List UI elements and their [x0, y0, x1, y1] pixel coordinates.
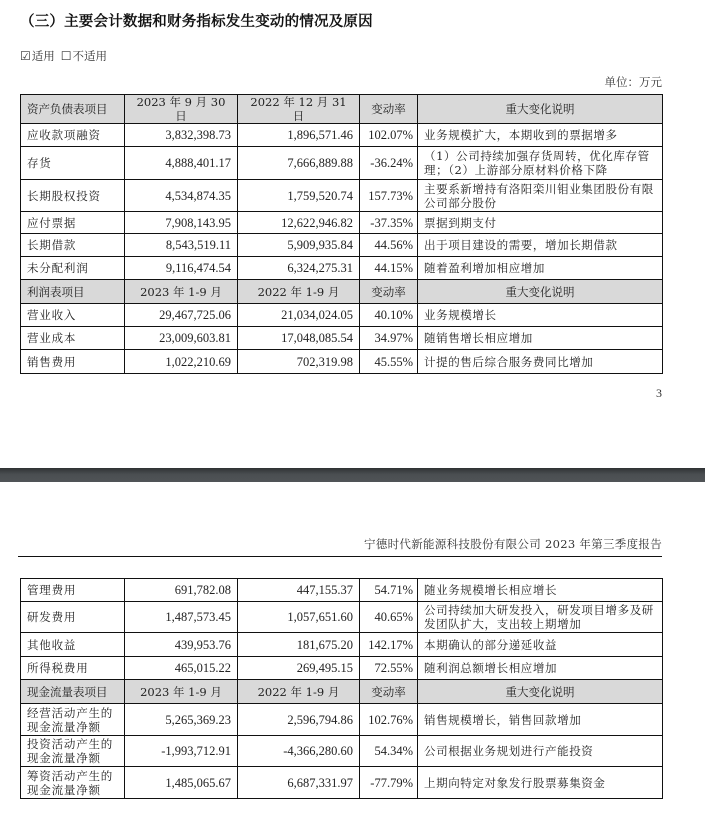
row-current: -1,993,712.91	[125, 736, 238, 767]
page-number: 3	[656, 386, 662, 400]
row-prior: 2,596,794.86	[238, 704, 360, 736]
row-prior: 7,666,889.88	[238, 147, 360, 180]
row-rate: 45.55%	[360, 350, 418, 374]
row-item: 研发费用	[21, 602, 125, 633]
row-item: 营业收入	[21, 304, 125, 327]
checked-box-icon[interactable]: ☑	[20, 49, 31, 63]
row-current: 9,116,474.54	[125, 257, 238, 280]
table-row	[21, 180, 663, 212]
row-prior: 6,324,275.31	[238, 257, 360, 280]
row-rate: -37.35%	[360, 212, 418, 234]
table-row	[21, 602, 663, 633]
row-item: 投资活动产生的现金流量净额	[21, 736, 125, 767]
row-prior: 269,495.15	[238, 657, 360, 680]
row-rate: 72.55%	[360, 657, 418, 680]
row-item: 管理费用	[21, 579, 125, 602]
row-item: 销售费用	[21, 350, 125, 374]
row-prior: 1,896,571.46	[238, 124, 360, 147]
row-current: 29,467,725.06	[125, 304, 238, 327]
row-item: 存货	[21, 147, 125, 180]
unchecked-box-icon[interactable]: ☐	[60, 49, 72, 63]
header-reason: 重大变化说明	[418, 95, 663, 124]
row-current: 7,908,143.95	[125, 212, 238, 234]
row-prior: 1,759,520.74	[238, 180, 360, 212]
header-prior: 2022 年 1-9 月	[238, 280, 360, 304]
table-row	[21, 579, 663, 602]
row-item: 其他收益	[21, 633, 125, 657]
row-item: 应付票据	[21, 212, 125, 234]
header-prior: 2022 年 1-9 月	[238, 680, 360, 704]
header-item: 利润表项目	[21, 280, 125, 304]
row-current: 23,009,603.81	[125, 327, 238, 350]
row-current: 1,487,573.45	[125, 602, 238, 633]
row-rate: 54.34%	[360, 736, 418, 767]
header-rate: 变动率	[360, 280, 418, 304]
row-item: 筹资活动产生的现金流量净额	[21, 767, 125, 799]
not-applicable-label: 不适用	[72, 49, 108, 63]
row-rate: 102.07%	[360, 124, 418, 147]
row-reason: 随着盈利增加相应增加	[418, 257, 663, 280]
row-reason: 随业务规模增长相应增长	[418, 579, 663, 602]
row-item: 所得税费用	[21, 657, 125, 680]
row-reason: 销售规模增长，销售回款增加	[418, 704, 663, 736]
table-row	[21, 327, 663, 350]
page-break-divider	[0, 468, 705, 482]
row-item: 应收款项融资	[21, 124, 125, 147]
row-rate: 142.17%	[360, 633, 418, 657]
applicable-option[interactable]	[20, 48, 55, 64]
row-current: 1,022,210.69	[125, 350, 238, 374]
row-current: 8,543,519.11	[125, 234, 238, 257]
report-running-header: 宁德时代新能源科技股份有限公司 2023 年第三季度报告	[364, 537, 662, 551]
table-row	[21, 234, 663, 257]
header-current: 2023 年 1-9 月	[125, 280, 238, 304]
row-prior: 12,622,946.82	[238, 212, 360, 234]
row-current: 5,265,369.23	[125, 704, 238, 736]
row-reason: 公司根据业务规划进行产能投资	[418, 736, 663, 767]
row-rate: -77.79%	[360, 767, 418, 799]
row-rate: -36.24%	[360, 147, 418, 180]
table-row	[21, 147, 663, 180]
table-row	[21, 304, 663, 327]
row-rate: 44.56%	[360, 234, 418, 257]
table-row	[21, 657, 663, 680]
header-current: 2023 年 1-9 月	[125, 680, 238, 704]
row-item: 未分配利润	[21, 257, 125, 280]
header-reason: 重大变化说明	[418, 280, 663, 304]
row-prior: 1,057,651.60	[238, 602, 360, 633]
row-prior: 447,155.37	[238, 579, 360, 602]
financial-changes-table-2	[20, 578, 663, 799]
row-item: 长期股权投资	[21, 180, 125, 212]
row-item: 长期借款	[21, 234, 125, 257]
row-reason: 业务规模增长	[418, 304, 663, 327]
row-rate: 40.10%	[360, 304, 418, 327]
row-current: 4,534,874.35	[125, 180, 238, 212]
row-reason: 业务规模扩大，本期收到的票据增多	[418, 124, 663, 147]
table-row	[21, 124, 663, 147]
row-reason: 随利润总额增长相应增加	[418, 657, 663, 680]
row-rate: 34.97%	[360, 327, 418, 350]
row-rate: 44.15%	[360, 257, 418, 280]
row-prior: -4,366,280.60	[238, 736, 360, 767]
row-prior: 181,675.20	[238, 633, 360, 657]
row-rate: 40.65%	[360, 602, 418, 633]
header-item: 现金流量表项目	[21, 680, 125, 704]
cash-flow-header-row	[21, 680, 663, 704]
row-reason: 公司持续加大研发投入，研发项目增多及研发团队扩大，支出较上期增加	[418, 602, 663, 633]
unit-label: 单位：万元	[604, 75, 662, 89]
header-rate: 变动率	[360, 680, 418, 704]
row-current: 439,953.76	[125, 633, 238, 657]
applicable-label: 适用	[31, 49, 55, 63]
income-statement-header-row	[21, 280, 663, 304]
row-rate: 102.76%	[360, 704, 418, 736]
not-applicable-option[interactable]	[61, 48, 107, 64]
row-prior: 6,687,331.97	[238, 767, 360, 799]
table-row	[21, 350, 663, 374]
row-reason: 主要系新增持有洛阳栾川钼业集团股份有限公司部分股份	[418, 180, 663, 212]
table-row	[21, 767, 663, 799]
header-prior: 2022 年 12 月 31 日	[238, 95, 360, 124]
row-item: 经营活动产生的现金流量净额	[21, 704, 125, 736]
row-prior: 17,048,085.54	[238, 327, 360, 350]
row-reason: 票据到期支付	[418, 212, 663, 234]
row-reason: 本期确认的部分递延收益	[418, 633, 663, 657]
row-reason: 随销售增长相应增加	[418, 327, 663, 350]
header-current: 2023 年 9 月 30 日	[125, 95, 238, 124]
row-current: 1,485,065.67	[125, 767, 238, 799]
row-rate: 54.71%	[360, 579, 418, 602]
row-prior: 702,319.98	[238, 350, 360, 374]
row-prior: 5,909,935.84	[238, 234, 360, 257]
table-row	[21, 212, 663, 234]
header-reason: 重大变化说明	[418, 680, 663, 704]
row-prior: 21,034,024.05	[238, 304, 360, 327]
row-current: 465,015.22	[125, 657, 238, 680]
table-row	[21, 633, 663, 657]
table-row	[21, 257, 663, 280]
row-rate: 157.73%	[360, 180, 418, 212]
row-reason: 出于项目建设的需要，增加长期借款	[418, 234, 663, 257]
header-rate: 变动率	[360, 95, 418, 124]
header-item: 资产负债表项目	[21, 95, 125, 124]
section-title: （三）主要会计数据和财务指标发生变动的情况及原因	[20, 14, 373, 30]
row-current: 4,888,401.17	[125, 147, 238, 180]
row-current: 691,782.08	[125, 579, 238, 602]
applicability-options	[20, 48, 107, 64]
row-item: 营业成本	[21, 327, 125, 350]
table-row	[21, 736, 663, 767]
balance-sheet-header-row	[21, 95, 663, 124]
row-reason: 计提的售后综合服务费同比增加	[418, 350, 663, 374]
row-reason: 上期向特定对象发行股票募集资金	[418, 767, 663, 799]
table-row	[21, 704, 663, 736]
financial-changes-table-1	[20, 94, 663, 374]
row-reason: （1）公司持续加强存货周转，优化库存管理；（2）上游部分原材料价格下降	[418, 147, 663, 180]
header-rule	[18, 556, 662, 557]
row-current: 3,832,398.73	[125, 124, 238, 147]
